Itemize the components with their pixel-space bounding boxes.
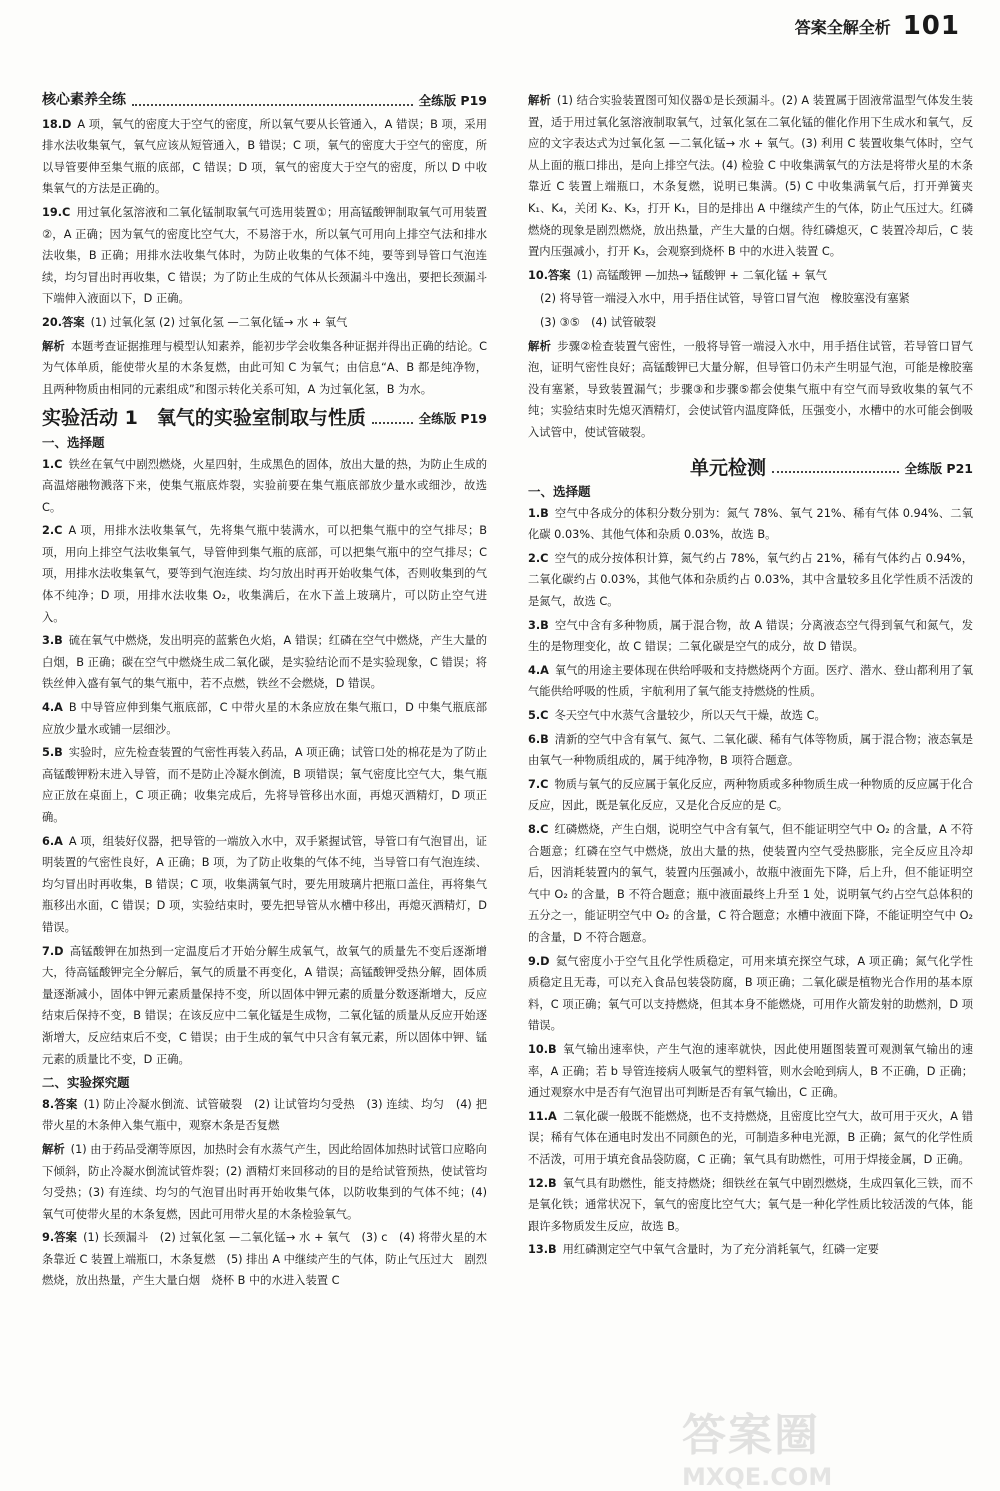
- section-title: 核心素养全练: [42, 92, 126, 108]
- item-text: A 项，组装好仪器，把导管的一端放入水中，双手紧握试管，导管口有气泡冒出，证明装置的气密性良好，A 正确；B 项，为了防止收集的气体不纯，当导管口有气泡连续、均匀冒出时再收集，B 错误；C 项，收集满氧气时，要先用玻璃片把瓶口盖住，再将集气瓶移出水面，C 错误；D 项，实验结束时，要先把导管从水槽中移出，再熄灭酒精灯，D 错误。: [42, 834, 487, 934]
- item-number: 5.B: [42, 746, 63, 760]
- part-title: 二、实验探究题: [42, 1075, 130, 1091]
- answer-item: [528, 1239, 973, 1261]
- item-number: 2.C: [528, 551, 549, 565]
- item-text: 用过氧化氢溶液和二氧化锰制取氧气可选用装置①；用高锰酸钾制取氧气可用装置②，A 正确；因为氧气的密度比空气大，不易溶于水，所以氧气可用向上排空气法和排水法收集，B 正确；用排水法收集气体时，为防止收集的气体不纯，要等到导管口气泡连续，均匀冒出时再收集，C 错误；为了防止生成的气体从长颈漏斗中逸出，要把长颈漏斗下端伸入液面以下，D 正确。: [42, 205, 487, 306]
- item-text: 清新的空气中含有氧气、氮气、二氧化碳、稀有气体等物质，属于混合物；液态氧是由氧气一种物质组成的，属于纯净物，B 项符合题意。: [528, 732, 973, 768]
- item-text: A 项，氧气的密度大于空气的密度，所以氧气要从长管通入，A 错误；B 项，采用排水法收集氧气，氧气应该从短管通入，B 错误；C 项，氧气的密度大于空气的密度，所以导管要伸至集气瓶的底部，C 错误；D 项，氧气的密度大于空气的密度，所以 D 中收集氧气的方法是正确的。: [42, 117, 487, 196]
- answer-item: [528, 774, 973, 817]
- answer-item: [528, 90, 973, 263]
- item-number: 4.A: [528, 663, 549, 677]
- answer-item: [42, 630, 487, 695]
- answer-item: [528, 819, 973, 949]
- answer-item: [540, 312, 973, 334]
- item-number: 11.A: [528, 1109, 557, 1123]
- item-number: 12.B: [528, 1176, 557, 1190]
- section-title: 实验活动 1 氧气的实验室制取与性质: [42, 407, 366, 430]
- item-number: 10.B: [528, 1042, 557, 1056]
- answer-item: [528, 1173, 973, 1238]
- item-text: 高锰酸钾在加热到一定温度后才开始分解生成氧气，故氧气的质量先不变后逐渐增大，待高锰酸钾完全分解后，氧气的质量不再变化，A 错误；高锰酸钾受热分解，固体质量逐渐减小，固体中钾元素质量保持不变，所以固体中钾元素的质量分数逐渐增大，反应结束后保持不变，B 错误；在该反应中二氧化锰是生成物，二氧化锰的质量从反应开始逐渐增大，反应结束后不变，C 错误；由于生成的氧气中只含有氧元素，所以固体中钾、锰元素的质量比不变，D 正确。: [42, 944, 487, 1066]
- item-number: 2.C: [42, 524, 63, 538]
- right-column: [528, 90, 973, 1263]
- item-number: 6.B: [528, 732, 549, 746]
- item-text: 物质与氧气的反应属于氧化反应，两种物质或多种物质生成一种物质的反应属于化合反应，因此，既是氧化反应，又是化合反应的是 C。: [528, 777, 973, 813]
- item-text: 用红磷测定空气中氧气含量时，为了充分消耗氧气，红磷一定要: [562, 1243, 879, 1257]
- answer-item: [42, 202, 487, 310]
- answer-list: [42, 1094, 487, 1292]
- item-number: 1.B: [528, 506, 549, 520]
- item-text: 氧气具有助燃性，能支持燃烧；细铁丝在氧气中剧烈燃烧，生成四氧化三铁，而不是氧化铁；通常状况下，氧气的密度比空气大；氧气是一种化学性质比较活泼的气体，能跟许多物质发生反应，故选 B。: [528, 1176, 973, 1233]
- answer-item: [540, 288, 973, 310]
- section-edition: 全练版 P19: [418, 411, 487, 427]
- answer-item: [528, 615, 973, 658]
- item-number: 8.答案: [42, 1097, 78, 1111]
- item-number: 20.答案: [42, 315, 85, 329]
- dotted-leader: [772, 471, 899, 473]
- answer-list: [528, 503, 973, 1261]
- item-number: 7.C: [528, 777, 549, 791]
- part-title: 一、选择题: [528, 484, 591, 500]
- item-number: 5.C: [528, 709, 549, 723]
- watermark-logo: [682, 1399, 982, 1491]
- item-number: 解析: [528, 94, 551, 107]
- item-text: 铁丝在氧气中剧烈燃烧，火星四射，生成黑色的固体，放出大量的热，为防止生成的高温熔融物溅落下来，使集气瓶底炸裂，实验前要在集气瓶底部放少量水或细沙，故选 C。: [42, 457, 487, 514]
- answer-item: [528, 729, 973, 772]
- answer-item: [528, 503, 973, 546]
- watermark-text: 答案圈: [682, 1410, 820, 1461]
- answer-item: [42, 312, 487, 334]
- item-number: 解析: [528, 339, 552, 353]
- answer-item: [42, 831, 487, 939]
- answer-item: [528, 1039, 973, 1104]
- item-text: (3) ③⑤ (4) 试管破裂: [540, 315, 656, 329]
- item-text: (2) 将导管一端浸入水中，用手捂住试管，导管口冒气泡 橡胶塞没有塞紧: [540, 292, 910, 306]
- item-number: 8.C: [528, 823, 549, 836]
- answer-item: [42, 454, 487, 519]
- part-title: 一、选择题: [42, 434, 105, 450]
- item-number: 3.B: [528, 618, 549, 632]
- item-text: 氦气密度小于空气且化学性质稳定，可用来填充探空气球，A 项正确；氮气化学性质稳定且无毒，可以充入食品包装袋防腐，B 项正确；二氧化碳是植物光合作用的基本原料，C 项正确；氧气可以支持燃烧，但其本身不能燃烧，可用作火箭发射的助燃剂，D 项错误。: [528, 954, 973, 1033]
- section-edition: 全练版 P19: [418, 93, 487, 108]
- item-number: 18.D: [42, 117, 72, 131]
- watermark-url: MXQE.COM: [682, 1463, 833, 1491]
- item-text: 步骤②检查装置气密性，一般将导管一端浸入水中，用手捂住试管，若导管口冒气泡，证明气密性良好；高锰酸钾已大量分解，但导管口仍未产生明显气泡，可能是橡胶塞没有塞紧，导致装置漏气；步骤③和步骤⑤都会使集气瓶中有空气而导致收集的氧气不纯；实验结束时先熄灭酒精灯，会使试管内温度降低，压强变小，水槽中的水可能会倒吸入试管中，使试管破裂。: [528, 339, 973, 439]
- item-text: 二氧化碳一般既不能燃烧，也不支持燃烧，且密度比空气大，故可用于灭火，A 错误；稀有气体在通电时发出不同颜色的光，可制造多种电光源，B 正确；氮气的化学性质不活泼，可用于填充食品袋防腐，C 正确；氧气具有助燃性，可用于焊接金属，D 正确。: [528, 1109, 973, 1166]
- answer-item: [528, 336, 973, 444]
- answer-list: [528, 90, 973, 444]
- left-column: [42, 86, 487, 1294]
- item-text: (1) 过氧化氢 (2) 过氧化氢 —二氧化锰→ 水 + 氧气: [90, 315, 348, 329]
- header-title: 答案全解全析: [794, 17, 891, 37]
- item-text: (1) 防止冷凝水倒流、试管破裂 (2) 让试管均匀受热 (3) 连续、均匀 (4) 把带火星的木条伸入集气瓶中，观察木条是否复燃: [42, 1097, 487, 1133]
- answer-item: [42, 336, 487, 401]
- dotted-leader: [372, 422, 413, 424]
- answer-item: [42, 941, 487, 1071]
- answer-item: [42, 520, 487, 628]
- section-header: [528, 458, 973, 480]
- item-text: (1) 结合实验装置图可知仪器①是长颈漏斗。(2) A 装置属于固液常温型气体发生装置，适于用过氧化氢溶液制取氧气，过氧化氢在二氧化锰的催化作用下生成水和氧气，反应的文字表达式为过氧化氢 —二氧化锰→ 水 + 氧气。(3) 利用 C 装置收集气体时，空气从上面的瓶口排出，是向上排空气法。(4) 检验 C 中收集满氧气的方法是将带火星的木条靠近 C 装置上端瓶口，木条复燃，说明已集满。(5) C 中收集满氧气后，打开弹簧夹 K₁、K₄，关闭 K₂、K₃，打开 K₁，目的是排出 A 中继续产生的气体，防止气压过大。红磷燃烧的现象是剧烈燃烧，放出热量，产生大量的白烟。待红磷熄灭，C 装置冷却后，C 装置内压强减小，打开 K₃，会观察到烧杯 B 中的水进入装置 C。: [528, 94, 973, 259]
- item-text: 空气中含有多种物质，属于混合物，故 A 错误；分离液态空气得到氧气和氮气，发生的是物理变化，故 C 错误；二氧化碳是空气的成分，故 D 错误。: [528, 618, 973, 654]
- section-header: [42, 90, 487, 112]
- section-title: 单元检测: [690, 456, 767, 479]
- dotted-leader: [132, 104, 413, 106]
- answer-item: [528, 705, 973, 727]
- answer-item: [528, 951, 973, 1037]
- item-number: 10.答案: [528, 268, 571, 282]
- item-text: 实验时，应先检查装置的气密性再装入药品，A 项正确；试管口处的棉花是为了防止高锰酸钾粉末进入导管，而不是防止冷凝水倒流，B 项错误；氧气密度比空气大，集气瓶应正放在桌面上，C 项正确；收集完成后，先将导管移出水面，再熄灭酒精灯，D 项正确。: [42, 746, 487, 824]
- item-number: 1.C: [42, 457, 63, 471]
- item-text: (1) 高锰酸钾 —加热→ 锰酸钾 + 二氧化锰 + 氧气: [576, 268, 827, 282]
- section-edition: 全练版 P21: [904, 460, 973, 476]
- item-text: 红磷燃烧，产生白烟，说明空气中含有氧气，但不能证明空气中 O₂ 的含量，A 不符合题意；红磷在空气中燃烧，放出大量的热，使装置内空气受热膨胀，完全反应且冷却后，因消耗装置内的氧气，装置内压强减小，故瓶中液面先下降，后上升，但不能证明空气中 O₂ 的含量，B 不符合题意；瓶中液面最终上升至 1 处，说明氧气约占空气总体积的五分之一，能证明空气中 O₂ 的含量，C 符合题意；水槽中液面下降，不能证明空气中 O₂ 的含量，D 不符合题意。: [528, 823, 973, 944]
- item-number: 7.D: [42, 944, 64, 958]
- answer-item: [42, 1227, 487, 1292]
- item-text: 硫在氧气中燃烧，发出明亮的蓝紫色火焰，A 错误；红磷在空气中燃烧，产生大量的白烟，B 正确；碳在空气中燃烧生成二氧化碳，是实验结论而不是实验现象，C 错误；将铁丝伸入盛有氧气的集气瓶中，若不点燃，铁丝不会燃烧，D 错误。: [42, 634, 487, 691]
- item-text: 本题考查证据推理与模型认知素养，能初步学会收集各种证据并得出正确的结论。C 为气体单质，能使带火星的木条复燃，由此可知 C 为氧气；由信息“A、B 都是纯净物，且两种物质由相同的元素组成”和图示转化关系可知，A 为过氧化氢，B 为水。: [42, 339, 487, 396]
- answer-item: [528, 1106, 973, 1171]
- answer-item: [42, 1094, 487, 1137]
- item-text: 空气的成分按体积计算，氮气约占 78%，氧气约占 21%，稀有气体约占 0.94%，二氧化碳约占 0.03%，其他气体和杂质约占 0.03%，其中含量较多且化学性质不活泼的是氮气，故选 C。: [528, 551, 973, 609]
- answer-item: [42, 697, 487, 740]
- answer-item: [42, 742, 487, 828]
- item-number: 19.C: [42, 205, 71, 219]
- page-header: [795, 8, 960, 44]
- answer-item: [528, 548, 973, 613]
- item-number: 解析: [42, 1142, 65, 1156]
- answer-item: [528, 660, 973, 703]
- item-number: 4.A: [42, 701, 63, 715]
- item-text: 氧气输出速率快，产生气泡的速率就快，因此使用题图装置可观测氧气输出的速率，A 正确；若 b 导管连接病人吸氧气的塑料管，则水会呛到病人，B 不正确，D 正确；通过观察水中是否有气泡冒出可判断是否有氧气输出，C 正确。: [528, 1042, 973, 1100]
- item-number: 3.B: [42, 634, 63, 648]
- item-text: B 中导管应伸到集气瓶底部，C 中带火星的木条应放在集气瓶口，D 中集气瓶底部应放少量水或铺一层细沙。: [42, 701, 487, 736]
- item-text: 氧气的用途主要体现在供给呼吸和支持燃烧两个方面。医疗、潜水、登山都利用了氧气能供给呼吸的性质，宇航利用了氧气能支持燃烧的性质。: [528, 663, 973, 699]
- answer-item: [528, 265, 973, 287]
- item-text: (1) 由于药品受潮等原因，加热时会有水蒸气产生，因此给固体加热时试管口应略向下倾斜，防止冷凝水倒流试管炸裂；(2) 酒精灯来回移动的目的是给试管预热，使试管均匀受热；(3) 有连续、均匀的气泡冒出时再开始收集气体，以防收集到的气体不纯；(4) 氧气可使带火星的木条复燃，因此可用带火星的木条检验氧气。: [42, 1142, 487, 1221]
- section-header: [42, 408, 487, 430]
- item-number: 解析: [42, 339, 65, 353]
- answer-list: [42, 114, 487, 401]
- answer-list: [42, 454, 487, 1071]
- item-text: (1) 长颈漏斗 (2) 过氧化氢 —二氧化锰→ 水 + 氧气 (3) c (4) 将带火星的木条靠近 C 装置上端瓶口，木条复燃 (5) 排出 A 中继续产生的气体，防止气压过大 剧烈燃烧，放出热量，产生大量白烟 烧杯 B 中的水进入装置 C: [42, 1231, 487, 1288]
- item-number: 13.B: [528, 1243, 557, 1257]
- answer-item: [42, 1139, 487, 1225]
- item-text: 空气中各成分的体积分数分别为：氮气 78%、氧气 21%、稀有气体 0.94%、二氧化碳 0.03%、其他气体和杂质 0.03%，故选 B。: [528, 506, 973, 542]
- item-number: 6.A: [42, 834, 63, 848]
- item-number: 9.答案: [42, 1231, 78, 1245]
- answer-item: [42, 114, 487, 200]
- page-number: 101: [902, 11, 960, 41]
- item-number: 9.D: [528, 954, 550, 968]
- item-text: A 项，用排水法收集氧气，先将集气瓶中装满水，可以把集气瓶中的空气排尽；B 项，用向上排空气法收集氧气，导管伸到集气瓶的底部，可以把集气瓶中的空气排尽；C 项，用排水法收集氧气，要等到气泡连续、均匀放出时再开始收集气体，否则收集到的气体不纯净；D 项，用排水法收集 O₂，收集满后，在水下盖上玻璃片，可以防止空气进入。: [42, 524, 487, 624]
- item-text: 冬天空气中水蒸气含量较少，所以天气干燥，故选 C。: [554, 709, 826, 723]
